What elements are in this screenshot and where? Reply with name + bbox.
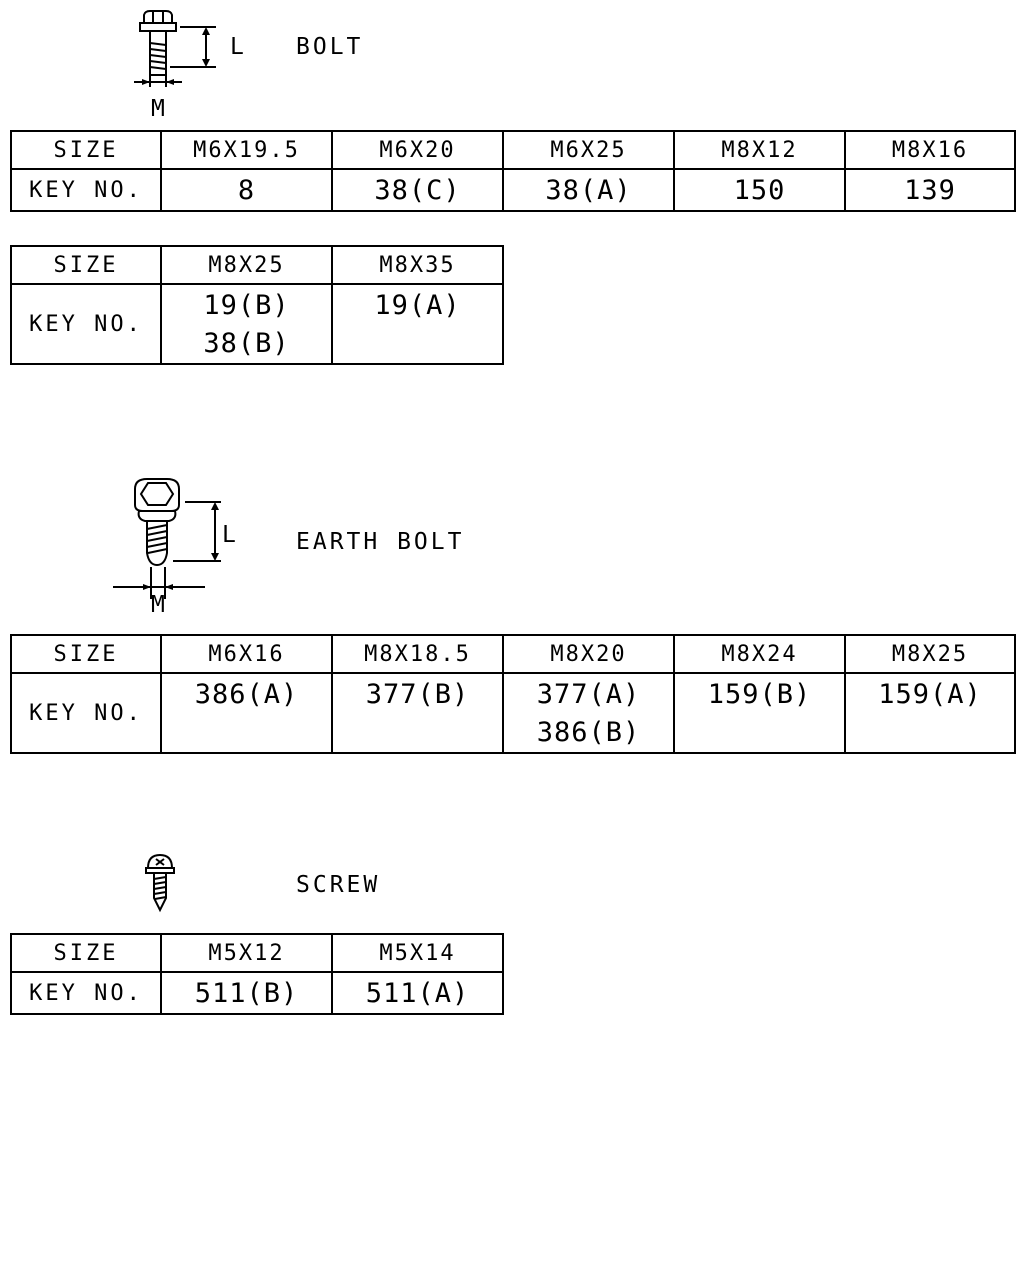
bolt-table-1 bbox=[10, 130, 1016, 212]
key-number: 377(B) bbox=[365, 679, 470, 710]
size-cell: M6X16 bbox=[161, 635, 332, 673]
earth-bolt-drawing bbox=[105, 475, 235, 605]
key-number: 386(A) bbox=[194, 679, 299, 710]
size-cell: M6X25 bbox=[503, 131, 674, 169]
bolt-drawing bbox=[120, 5, 230, 95]
key-cell bbox=[161, 169, 332, 211]
key-number: 38(C) bbox=[374, 175, 461, 206]
key-number: 38(B) bbox=[203, 328, 290, 359]
key-number: 139 bbox=[904, 175, 956, 206]
size-cell: M8X16 bbox=[845, 131, 1015, 169]
key-cell bbox=[503, 169, 674, 211]
key-no-header: KEY NO. bbox=[11, 284, 161, 364]
size-cell: M8X35 bbox=[332, 246, 503, 284]
key-number: 511(A) bbox=[365, 978, 470, 1009]
key-number: 8 bbox=[237, 175, 256, 206]
key-no-header: KEY NO. bbox=[11, 169, 161, 211]
earth-bolt-diameter-label: M bbox=[151, 592, 168, 618]
key-cell bbox=[674, 169, 845, 211]
key-cell bbox=[161, 673, 332, 753]
size-cell: M6X20 bbox=[332, 131, 503, 169]
key-cell bbox=[845, 169, 1015, 211]
earth-bolt-title: EARTH BOLT bbox=[296, 529, 465, 555]
key-cell bbox=[332, 673, 503, 753]
key-cell bbox=[161, 972, 332, 1014]
key-number: 19(B) bbox=[203, 290, 290, 321]
bolt-length-label: L bbox=[230, 34, 247, 60]
key-number: 511(B) bbox=[194, 978, 299, 1009]
key-number: 159(B) bbox=[707, 679, 812, 710]
key-number: 19(A) bbox=[374, 290, 461, 321]
size-cell: M8X12 bbox=[674, 131, 845, 169]
screw-title: SCREW bbox=[296, 872, 381, 898]
size-header: SIZE bbox=[11, 131, 161, 169]
key-cell bbox=[332, 284, 503, 364]
key-number: 386(B) bbox=[536, 717, 641, 748]
key-cell bbox=[332, 169, 503, 211]
key-number: 150 bbox=[733, 175, 786, 206]
key-cell bbox=[161, 284, 332, 364]
size-cell: M8X20 bbox=[503, 635, 674, 673]
bolt-table-2 bbox=[10, 245, 504, 365]
bolt-title: BOLT bbox=[296, 34, 364, 60]
size-cell: M5X12 bbox=[161, 934, 332, 972]
key-number: 38(A) bbox=[545, 175, 632, 206]
key-cell bbox=[845, 673, 1015, 753]
key-cell bbox=[503, 673, 674, 753]
size-cell: M8X24 bbox=[674, 635, 845, 673]
screw-drawing bbox=[140, 852, 180, 914]
earth-bolt-table bbox=[10, 634, 1016, 754]
size-cell: M5X14 bbox=[332, 934, 503, 972]
size-cell: M6X19.5 bbox=[161, 131, 332, 169]
size-header: SIZE bbox=[11, 934, 161, 972]
size-header: SIZE bbox=[11, 635, 161, 673]
size-cell: M8X18.5 bbox=[332, 635, 503, 673]
key-cell bbox=[674, 673, 845, 753]
bolt-diameter-label: M bbox=[151, 96, 168, 122]
size-header: SIZE bbox=[11, 246, 161, 284]
key-number: 159(A) bbox=[878, 679, 982, 710]
earth-bolt-length-label: L bbox=[222, 522, 239, 548]
key-cell bbox=[332, 972, 503, 1014]
key-no-header: KEY NO. bbox=[11, 972, 161, 1014]
key-no-header: KEY NO. bbox=[11, 673, 161, 753]
key-number: 377(A) bbox=[536, 679, 641, 710]
size-cell: M8X25 bbox=[845, 635, 1015, 673]
screw-table bbox=[10, 933, 504, 1015]
size-cell: M8X25 bbox=[161, 246, 332, 284]
